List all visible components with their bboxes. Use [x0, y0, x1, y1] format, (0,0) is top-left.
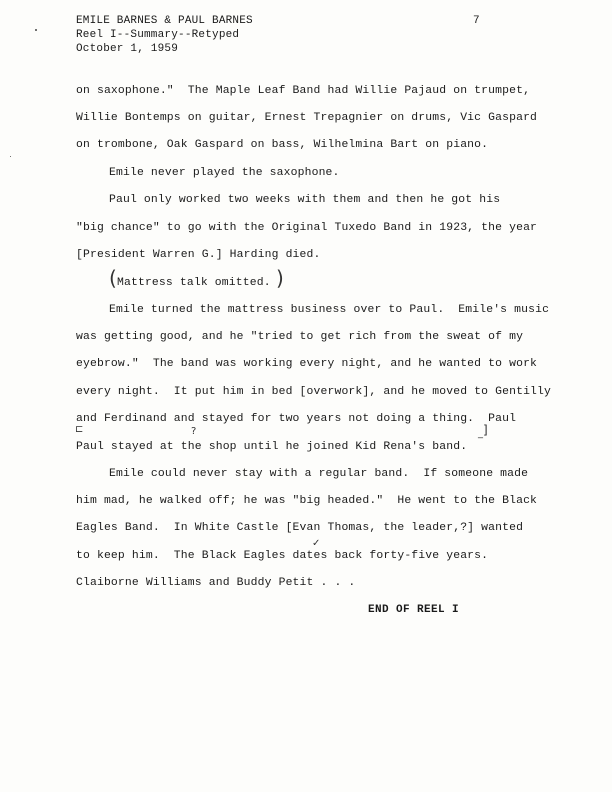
handwritten-mark: ⊏	[75, 424, 84, 435]
end-of-reel-label: END OF REEL I	[368, 604, 460, 616]
body-line: Paul stayed at the shop until he joined Kid Rena's band.	[76, 441, 468, 453]
body-line: on trombone, Oak Gaspard on bass, Wilhelmina Bart on piano.	[76, 139, 489, 151]
body-line: every night. It put him in bed [overwork], and he moved to Gentilly	[76, 386, 552, 398]
body-line: Emile turned the mattress business over to Paul. Emile's music	[109, 304, 550, 316]
handwritten-dash-mark: ‾	[478, 437, 483, 448]
body-line: on saxophone." The Maple Leaf Band had Willie Pajaud on trumpet,	[76, 85, 531, 97]
page-number: 7	[473, 15, 480, 27]
body-line: and Ferdinand and stayed for two years not doing a thing. Paul	[76, 413, 517, 425]
handwritten-bracket-mark: ]	[483, 423, 488, 437]
scan-speck	[35, 29, 37, 31]
body-line: Emile could never stay with a regular band. If someone made	[109, 468, 529, 480]
header-reel: Reel I--Summary--Retyped	[76, 29, 240, 41]
header-date: October 1, 1959	[76, 43, 179, 55]
body-line: Mattress talk omitted.	[117, 277, 271, 289]
body-line: Willie Bontemps on guitar, Ernest Trepagnier on drums, Vic Gaspard	[76, 112, 538, 124]
body-line: Paul only worked two weeks with them and then he got his	[109, 194, 501, 206]
body-line: Eagles Band. In White Castle [Evan Thomas, the leader,?] wanted	[76, 522, 524, 534]
header-names: EMILE BARNES & PAUL BARNES	[76, 15, 253, 27]
handwritten-open-bracket: (	[109, 266, 117, 290]
body-line: Emile never played the saxophone.	[109, 167, 340, 179]
body-line: him mad, he walked off; he was "big headed." He went to the Black	[76, 495, 538, 507]
body-line: "big chance" to go with the Original Tuxedo Band in 1923, the year	[76, 222, 538, 234]
handwritten-question-mark: ?	[191, 426, 197, 437]
handwritten-check-mark: ✓	[312, 538, 321, 549]
scan-speck	[10, 156, 11, 157]
body-line: eyebrow." The band was working every night, and he wanted to work	[76, 358, 538, 370]
body-line: was getting good, and he "tried to get rich from the sweat of my	[76, 331, 524, 343]
body-line: Claiborne Williams and Buddy Petit . . .	[76, 577, 356, 589]
body-line: [President Warren G.] Harding died.	[76, 249, 321, 261]
body-line: to keep him. The Black Eagles dates back forty-five years.	[76, 550, 489, 562]
handwritten-close-bracket: )	[276, 266, 284, 290]
